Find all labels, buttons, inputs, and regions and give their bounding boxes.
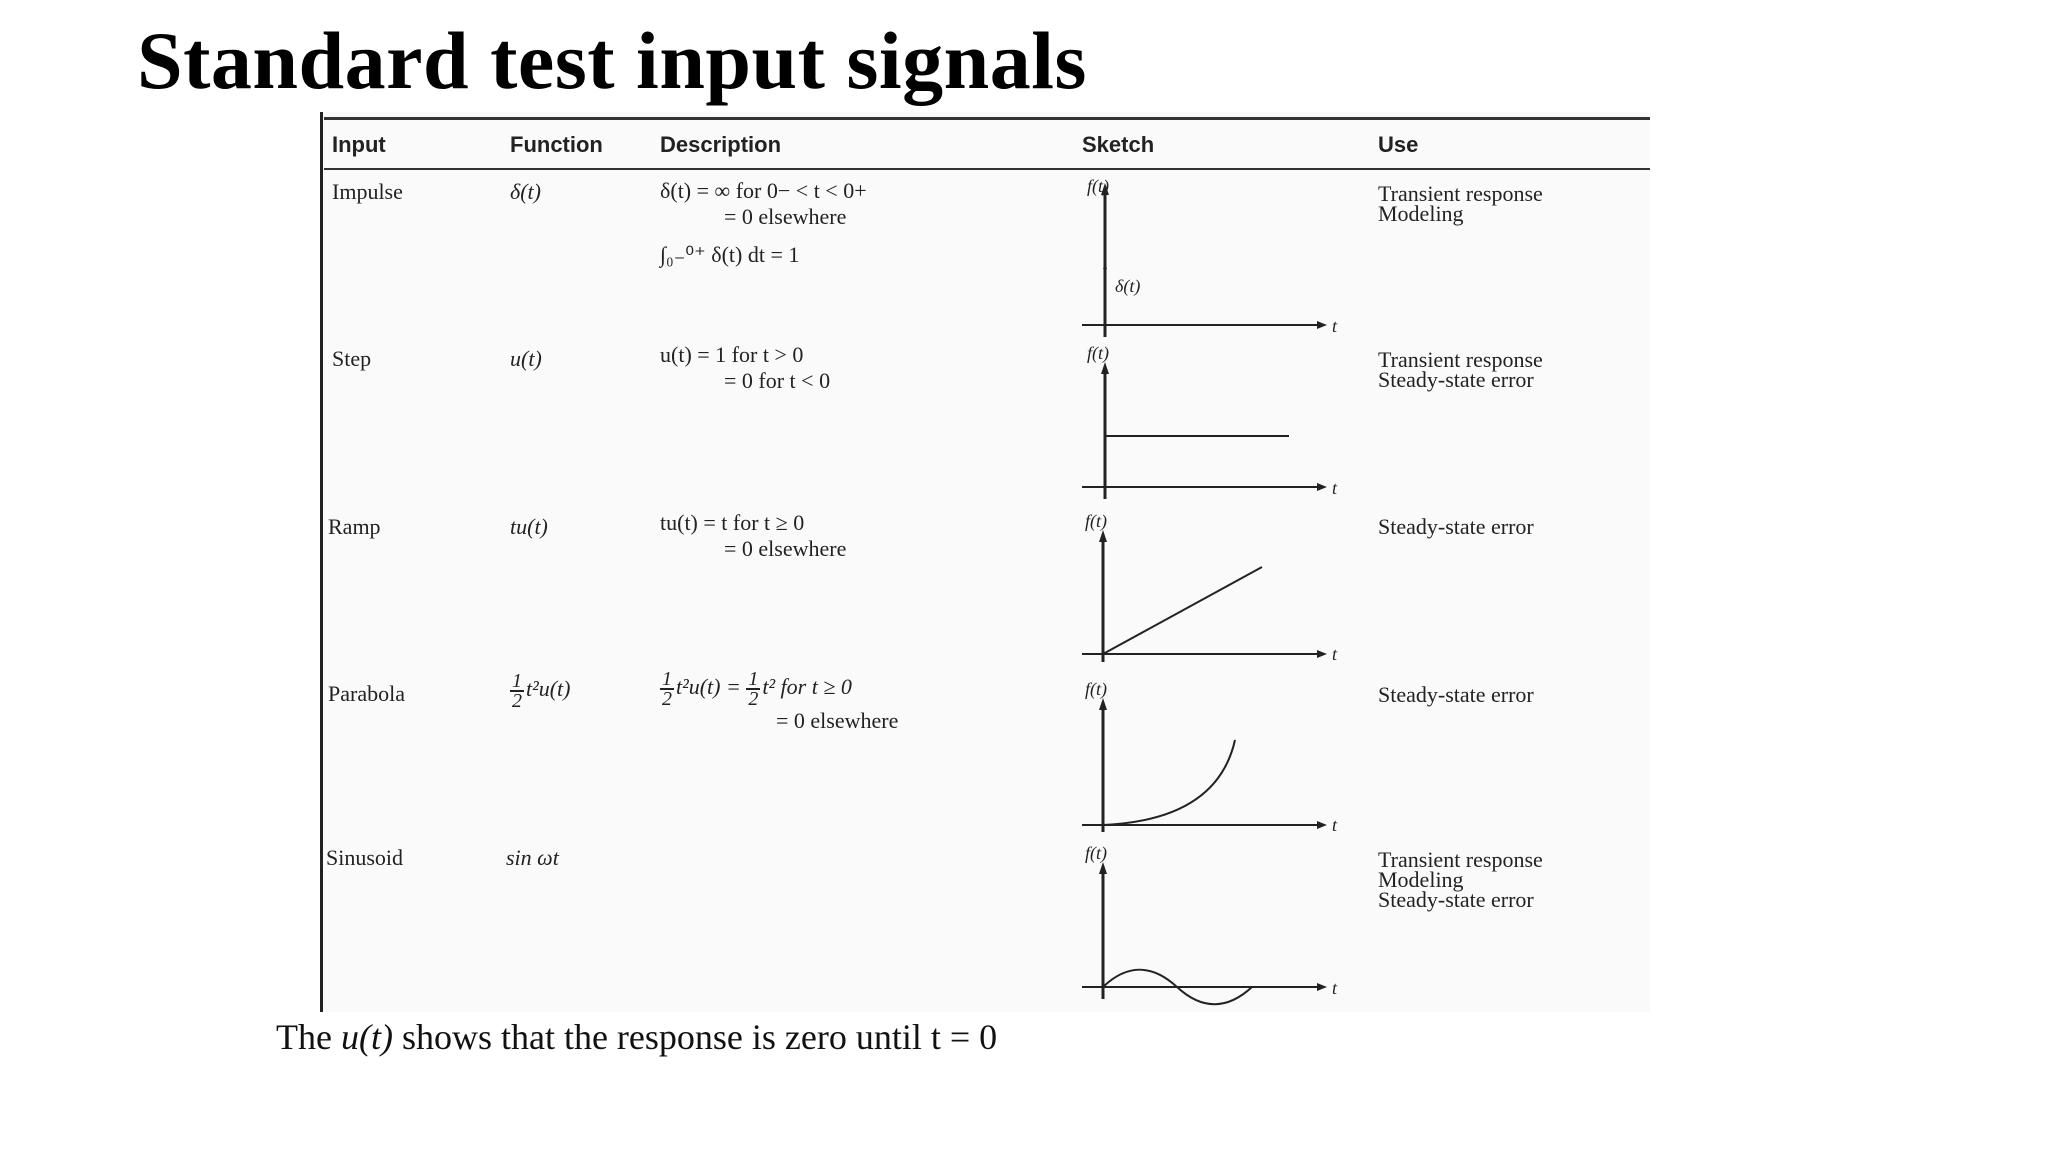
- parabola-desc-line2: = 0 elsewhere: [776, 708, 899, 733]
- fraction-denominator: 2: [512, 690, 522, 712]
- parabola-sketch: [1077, 680, 1337, 850]
- impulse-desc-integral: ∫₀₋⁰⁺ δ(t) dt = 1: [660, 242, 800, 267]
- row-sinusoid-use: [1378, 847, 1543, 912]
- impulse-use-2: Modeling: [1378, 201, 1464, 226]
- row-step-function: u(t): [510, 346, 542, 371]
- row-parabola-function: [510, 672, 570, 710]
- step-sketch: [1077, 344, 1337, 514]
- parabola-time-label: t: [1332, 815, 1338, 835]
- caption-suffix: shows that the response is zero until t = 0: [401, 1017, 998, 1057]
- row-parabola-input: Parabola: [328, 681, 405, 706]
- fraction-numerator: 1: [512, 670, 522, 692]
- impulse-sketch: [1077, 177, 1337, 347]
- ramp-time-label: t: [1332, 644, 1338, 664]
- header-sketch: Sketch: [1082, 132, 1155, 157]
- impulse-desc-line1: δ(t) = ∞ for 0− < t < 0+: [660, 178, 867, 203]
- row-ramp-use: [1378, 514, 1534, 539]
- sinusoid-use-3: Steady-state error: [1378, 887, 1534, 912]
- row-ramp-description: [660, 510, 846, 562]
- row-step-use: [1378, 347, 1543, 392]
- step-use-2: Steady-state error: [1378, 367, 1534, 392]
- caption-prefix: The: [276, 1017, 332, 1057]
- step-time-label: t: [1332, 478, 1338, 498]
- row-ramp-function: tu(t): [510, 514, 548, 539]
- table-top-rule: [324, 117, 1650, 120]
- ramp-axis-label: f(t): [1085, 511, 1107, 531]
- header-input: Input: [332, 132, 386, 157]
- parabola-axis-label: f(t): [1085, 679, 1107, 699]
- header-function: Function: [510, 132, 603, 157]
- parabola-desc-fraction-2: [746, 670, 760, 708]
- step-use-1: Transient response: [1378, 347, 1543, 372]
- row-impulse-input: Impulse: [332, 179, 403, 204]
- impulse-axis-label: f(t): [1087, 176, 1109, 196]
- impulse-time-label: t: [1332, 316, 1338, 336]
- ramp-sketch: [1077, 512, 1337, 682]
- fraction-denominator: 2: [748, 688, 759, 710]
- sinusoid-use-2: Modeling: [1378, 867, 1464, 892]
- sinusoid-use-1: Transient response: [1378, 847, 1543, 872]
- caption: [276, 1016, 997, 1058]
- parabola-use-1: Steady-state error: [1378, 682, 1534, 707]
- row-impulse-use: [1378, 181, 1543, 226]
- header-description: Description: [660, 132, 782, 157]
- fraction-numerator: 1: [748, 668, 759, 690]
- parabola-function-fraction: [510, 672, 524, 710]
- row-step-description: [660, 342, 830, 394]
- ramp-desc-line2: = 0 elsewhere: [724, 536, 847, 561]
- row-ramp-input: Ramp: [328, 514, 381, 539]
- ramp-use-1: Steady-state error: [1378, 514, 1534, 539]
- table-header-rule: [324, 168, 1650, 170]
- fraction-denominator: 2: [662, 688, 672, 710]
- caption-italic: u(t): [340, 1017, 393, 1057]
- row-parabola-description: [660, 670, 898, 734]
- row-impulse-description: [660, 178, 867, 268]
- step-desc-line1: u(t) = 1 for t > 0: [660, 342, 804, 367]
- row-sinusoid-input: Sinusoid: [326, 845, 404, 870]
- ramp-desc-line1: tu(t) = t for t ≥ 0: [660, 510, 805, 535]
- row-parabola-use: [1378, 682, 1534, 707]
- parabola-desc-fraction-1: [660, 670, 674, 708]
- sinusoid-axis-label: f(t): [1085, 843, 1107, 863]
- parabola-function-rest: t²u(t): [526, 676, 571, 702]
- impulse-marker-label: δ(t): [1115, 276, 1141, 296]
- fraction-numerator: 1: [662, 668, 672, 690]
- signal-table: [320, 112, 1650, 1012]
- row-sinusoid-function: sin ωt: [506, 845, 559, 870]
- row-impulse-function: δ(t): [510, 179, 541, 204]
- header-use: Use: [1378, 132, 1419, 157]
- parabola-desc-end: t² for t ≥ 0: [762, 674, 852, 700]
- parabola-desc-mid: t²u(t) =: [676, 674, 741, 700]
- step-desc-line2: = 0 for t < 0: [724, 368, 831, 393]
- impulse-use-1: Transient response: [1378, 181, 1543, 206]
- impulse-desc-line2: = 0 elsewhere: [724, 204, 847, 229]
- step-axis-label: f(t): [1087, 343, 1109, 363]
- sinusoid-time-label: t: [1332, 978, 1338, 998]
- table-left-border: [320, 112, 323, 1012]
- row-step-input: Step: [332, 346, 372, 371]
- sinusoid-sketch: [1077, 844, 1337, 1014]
- slide-title: Standard test input signals: [137, 15, 1087, 106]
